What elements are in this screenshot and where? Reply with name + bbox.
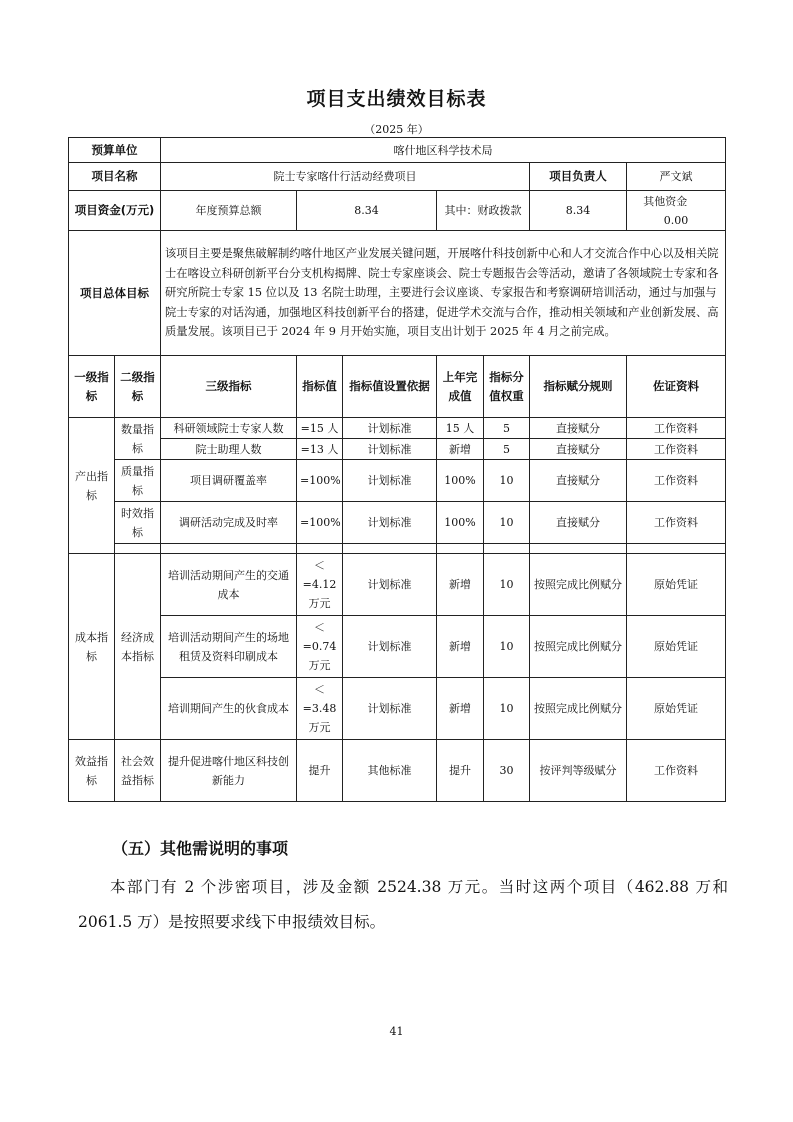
row-rule: 按照完成比例赋分 xyxy=(530,554,627,616)
funds-label: 项目资金(万元) xyxy=(69,191,161,231)
row-weight: 10 xyxy=(484,502,530,544)
sub-economic-cost: 经济成本指标 xyxy=(115,554,161,740)
row-rule: 按评判等级赋分 xyxy=(530,740,627,802)
page-number: 41 xyxy=(389,1025,404,1038)
page-title: 项目支出绩效目标表 xyxy=(306,88,487,110)
section-paragraph: 本部门有 2 个涉密项目，涉及金额 2524.38 万元。当时这两个项目（462.88 万和 2061.5 万）是按照要求线下申报绩效目标。 xyxy=(78,878,728,931)
header-basis: 指标值设置依据 xyxy=(343,356,437,418)
row-name: 院士助理人数 xyxy=(161,439,297,460)
row-evidence: 原始凭证 xyxy=(627,678,726,740)
row-last: 100% xyxy=(437,460,484,502)
row-rule: 直接赋分 xyxy=(530,418,627,439)
project-name-value: 院士专家喀什行活动经费项目 xyxy=(161,163,530,191)
performance-table xyxy=(68,137,726,802)
header-evidence: 佐证资料 xyxy=(627,356,726,418)
row-rule: 直接赋分 xyxy=(530,502,627,544)
row-rule: 直接赋分 xyxy=(530,460,627,502)
row-rule: 直接赋分 xyxy=(530,439,627,460)
row-value: =100% xyxy=(297,460,343,502)
row-last: 100% xyxy=(437,502,484,544)
row-basis: 计划标准 xyxy=(343,418,437,439)
row-value: =13 人 xyxy=(297,439,343,460)
row-weight: 10 xyxy=(484,616,530,678)
header-level2: 二级指标 xyxy=(115,356,161,418)
row-basis: 计划标准 xyxy=(343,439,437,460)
project-name-label: 项目名称 xyxy=(69,163,161,191)
row-basis: 计划标准 xyxy=(343,502,437,544)
row-rule: 按照完成比例赋分 xyxy=(530,616,627,678)
report-year: （2025 年） xyxy=(364,123,429,136)
other-label: 其他资金 xyxy=(643,194,688,208)
other-amount: 0.00 xyxy=(663,213,689,227)
row-name: 培训活动期间产生的场地租赁及资料印刷成本 xyxy=(161,616,297,678)
row-evidence: 工作资料 xyxy=(627,439,726,460)
budget-unit-value: 喀什地区科学技术局 xyxy=(161,138,726,163)
group-output: 产出指标 xyxy=(69,418,115,554)
row-value: =100% xyxy=(297,502,343,544)
goal-text: 该项目主要是聚焦破解制约喀什地区产业发展关键问题，开展喀什科技创新中心和人才交流合作中心以及相关院士在喀设立科研创新平台分支机构揭牌、院士专家座谈会、院士专题报告会等活动，邀请了各领域院士专家和各研究所院士专家 15 位以及 13 名院士助理，主要进行会议座谈、专家报告和考察调研培训活动，通过与加强与院士专家的对话沟通，加强地区科技创新平台的搭建，促进学术交流与合作，推动相关领域和产业创新发展、高质量发展。该项目已于 2024 年 9 月开始实施，项目支出计划于 2025 年 4 月之前完成。 xyxy=(161,231,726,356)
row-basis: 计划标准 xyxy=(343,460,437,502)
budget-unit-label: 预算单位 xyxy=(69,138,161,163)
group-benefit: 效益指标 xyxy=(69,740,115,802)
row-weight: 10 xyxy=(484,460,530,502)
row-name: 培训活动期间产生的交通成本 xyxy=(161,554,297,616)
row-evidence: 原始凭证 xyxy=(627,554,726,616)
header-value: 指标值 xyxy=(297,356,343,418)
row-last: 新增 xyxy=(437,439,484,460)
header-level3: 三级指标 xyxy=(161,356,297,418)
section-heading: （五）其他需说明的事项 xyxy=(112,839,289,858)
annual-total-label: 年度预算总额 xyxy=(161,191,297,231)
row-evidence: 工作资料 xyxy=(627,460,726,502)
row-value: ＜=0.74 万元 xyxy=(297,616,343,678)
row-last: 提升 xyxy=(437,740,484,802)
group-cost: 成本指标 xyxy=(69,554,115,740)
row-last: 15 人 xyxy=(437,418,484,439)
header-rule: 指标赋分规则 xyxy=(530,356,627,418)
row-evidence: 工作资料 xyxy=(627,418,726,439)
sub-social-benefit: 社会效益指标 xyxy=(115,740,161,802)
sub-quantity: 数量指标 xyxy=(115,418,161,460)
other-value xyxy=(627,191,726,231)
row-weight: 5 xyxy=(484,439,530,460)
row-value: =15 人 xyxy=(297,418,343,439)
row-evidence: 工作资料 xyxy=(627,740,726,802)
row-evidence: 原始凭证 xyxy=(627,616,726,678)
row-name: 调研活动完成及时率 xyxy=(161,502,297,544)
row-weight: 10 xyxy=(484,678,530,740)
row-last: 新增 xyxy=(437,616,484,678)
row-value: ＜=3.48 万元 xyxy=(297,678,343,740)
fiscal-label: 其中：财政拨款 xyxy=(437,191,530,231)
row-name: 提升促进喀什地区科技创新能力 xyxy=(161,740,297,802)
header-weight: 指标分值权重 xyxy=(484,356,530,418)
row-weight: 10 xyxy=(484,554,530,616)
row-evidence: 工作资料 xyxy=(627,502,726,544)
annual-total-value: 8.34 xyxy=(297,191,437,231)
row-basis: 计划标准 xyxy=(343,678,437,740)
row-value: ＜=4.12 万元 xyxy=(297,554,343,616)
row-basis: 计划标准 xyxy=(343,616,437,678)
row-value: 提升 xyxy=(297,740,343,802)
row-last: 新增 xyxy=(437,678,484,740)
row-name: 项目调研覆盖率 xyxy=(161,460,297,502)
row-name: 培训期间产生的伙食成本 xyxy=(161,678,297,740)
header-level1: 一级指标 xyxy=(69,356,115,418)
leader-value: 严文斌 xyxy=(627,163,726,191)
header-last-year: 上年完成值 xyxy=(437,356,484,418)
row-rule: 按照完成比例赋分 xyxy=(530,678,627,740)
sub-quality: 质量指标 xyxy=(115,460,161,502)
row-weight: 30 xyxy=(484,740,530,802)
row-basis: 其他标准 xyxy=(343,740,437,802)
row-basis: 计划标准 xyxy=(343,554,437,616)
row-weight: 5 xyxy=(484,418,530,439)
fiscal-value: 8.34 xyxy=(530,191,627,231)
row-last: 新增 xyxy=(437,554,484,616)
leader-label: 项目负责人 xyxy=(530,163,627,191)
row-name: 科研领域院士专家人数 xyxy=(161,418,297,439)
goal-label: 项目总体目标 xyxy=(69,231,161,356)
sub-timeliness: 时效指标 xyxy=(115,502,161,544)
